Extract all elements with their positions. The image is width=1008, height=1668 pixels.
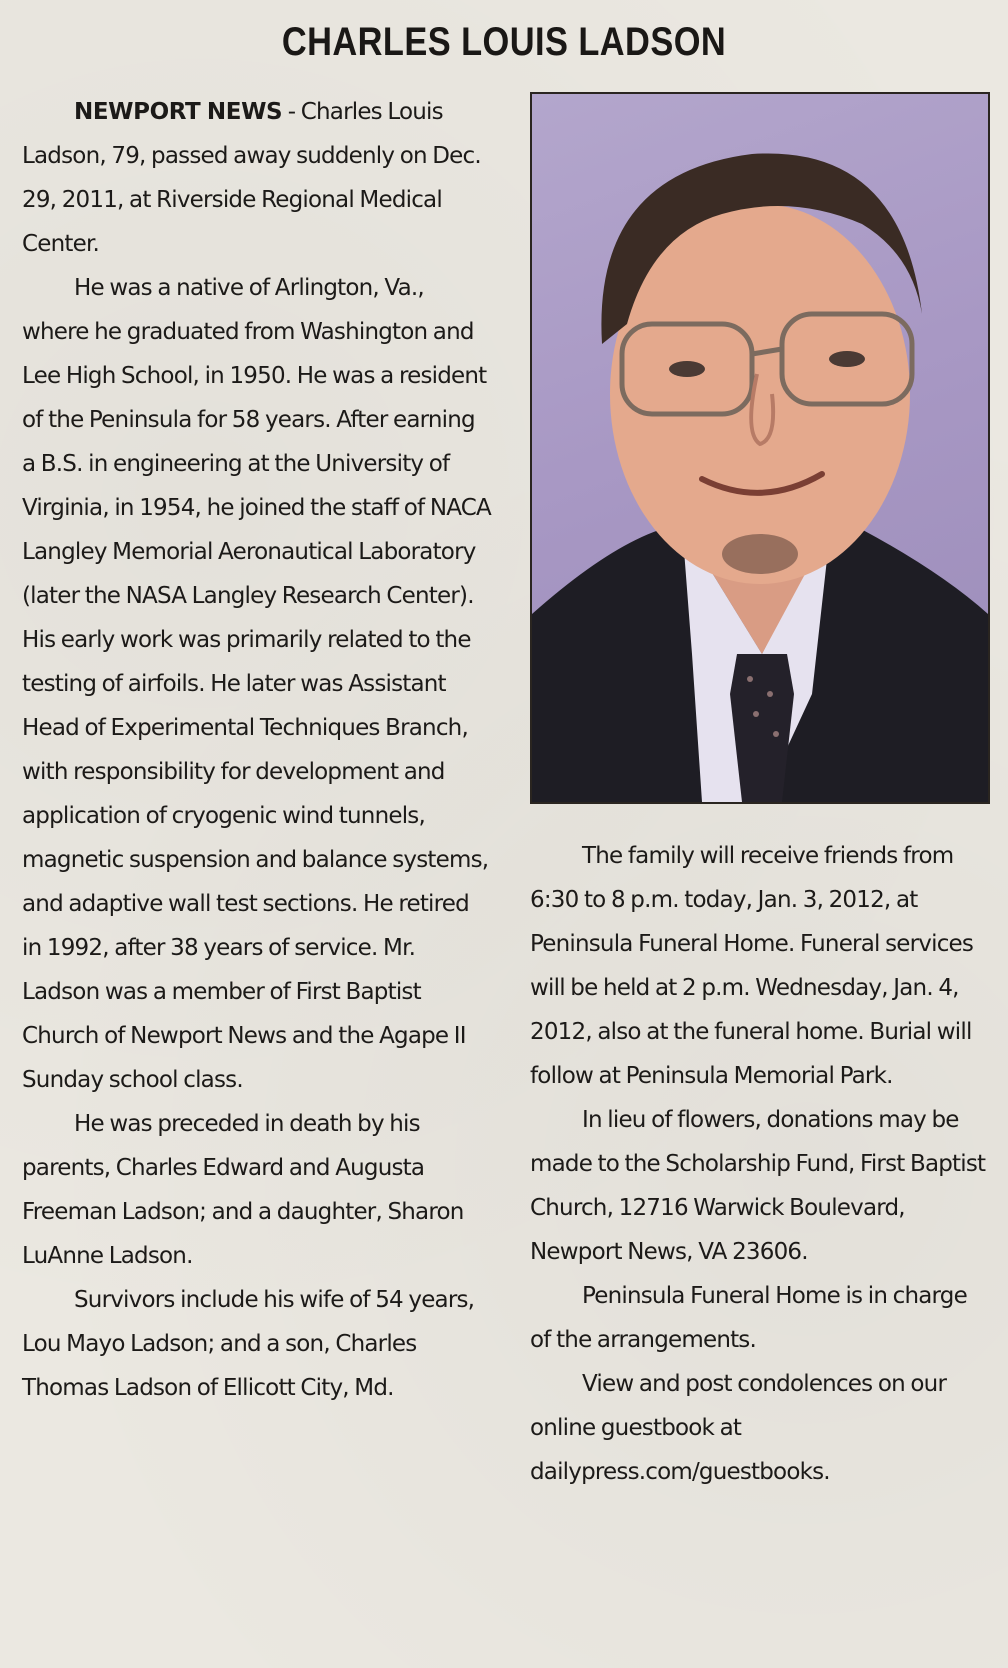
paragraph-arrangements: Peninsula Funeral Home is in charge of the arrangements. [530,1283,967,1353]
paragraph-guestbook: View and post condolences on our online guestbook at dailypress.com/guestbooks. [530,1371,947,1485]
paragraph-intro [22,90,492,266]
portrait-photo [530,92,990,804]
paragraph-preceded: He was preceded in death by his parents, Charles Edward and Augusta Freeman Ladson; and a daughter, Sharon LuAnne Ladson. [22,1111,464,1269]
right-column [530,834,990,1494]
paragraph-career: He was a native of Arlington, Va., where he graduated from Washington and Lee High School, in 1950. He was a resident of the Peninsula for 58 years. After earning a B.S. in engineering at the University of Virginia, in 1954, he joined the staff of NACA Langley Memorial Aeronautical Laboratory (later the NASA Langley Research Center). His early work was primarily related to the testing of airfoils. He later was Assistant Head of Experimental Techniques Branch, with responsibility for development and application of cryogenic wind tunnels, magnetic suspension and balance systems, and adaptive wall test sections. He retired in 1992, after 38 years of service. Mr. Ladson was a member of First Baptist Church of Newport News and the Agape II Sunday school class. [22,275,491,1093]
paragraph-donations: In lieu of flowers, donations may be made to the Scholarship Fund, First Baptist Church, 12716 Warwick Boulevard, Newport News, VA 23606. [530,1107,986,1265]
portrait-illustration [532,94,988,802]
dateline: NEWPORT NEWS [74,99,283,125]
obituary-headline: CHARLES LOUIS LADSON [281,20,727,64]
left-column [22,90,492,1410]
intro-text: - Charles Louis Ladson, 79, passed away suddenly on Dec. 29, 2011, at Riverside Regional Medical Center. [22,99,481,257]
paragraph-services: The family will receive friends from 6:30 to 8 p.m. today, Jan. 3, 2012, at Peninsula Funeral Home. Funeral services will be held at 2 p.m. Wednesday, Jan. 4, 2012, also at the funeral home. Burial will follow at Peninsula Memorial Park. [530,843,974,1089]
paragraph-survivors: Survivors include his wife of 54 years, Lou Mayo Ladson; and a son, Charles Thomas Ladson of Ellicott City, Md. [22,1287,475,1401]
